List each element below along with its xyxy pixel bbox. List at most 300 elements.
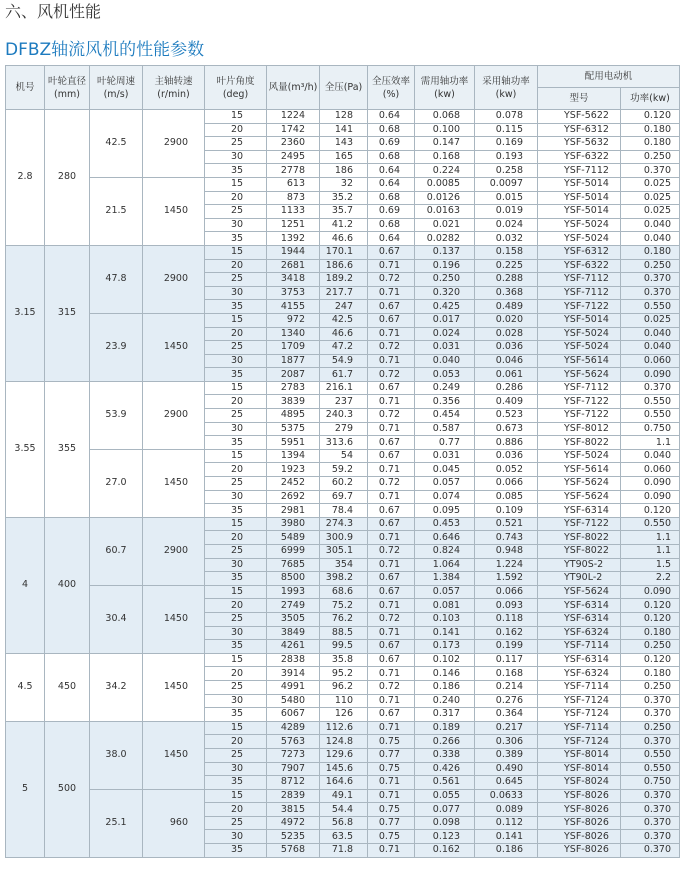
efficiency-cell: 0.71 [368, 463, 415, 477]
adopted-power-cell: 0.085 [475, 490, 538, 504]
total-pressure-cell: 237 [320, 395, 368, 409]
motor-model-cell: YSF-8022 [538, 436, 621, 450]
tip-speed-cell: 23.9 [90, 313, 143, 381]
required-power-cell: 0.587 [415, 422, 475, 436]
header-motor-power: 功率(kw) [621, 88, 680, 110]
shaft-speed-cell: 1450 [143, 585, 205, 653]
blade-angle-cell: 20 [205, 667, 267, 681]
total-pressure-cell: 143 [320, 137, 368, 151]
motor-model-cell: YSF-7114 [538, 640, 621, 654]
total-pressure-cell: 59.2 [320, 463, 368, 477]
efficiency-cell: 0.71 [368, 531, 415, 545]
table-row [6, 449, 680, 463]
air-volume-cell: 1877 [267, 354, 320, 368]
motor-power-cell: 0.370 [621, 164, 680, 178]
blade-angle-cell: 15 [205, 381, 267, 395]
motor-model-cell: YSF-8022 [538, 545, 621, 559]
motor-power-cell: 0.180 [621, 667, 680, 681]
air-volume-cell: 1394 [267, 449, 320, 463]
air-volume-cell: 1224 [267, 110, 320, 124]
motor-model-cell: YSF-6312 [538, 123, 621, 137]
required-power-cell: 0.646 [415, 531, 475, 545]
efficiency-cell: 0.71 [368, 558, 415, 572]
adopted-power-cell: 0.193 [475, 150, 538, 164]
adopted-power-cell: 0.168 [475, 667, 538, 681]
header-machine-no: 机号 [6, 66, 45, 110]
total-pressure-cell: 274.3 [320, 517, 368, 531]
motor-power-cell: 0.370 [621, 286, 680, 300]
blade-angle-cell: 20 [205, 531, 267, 545]
motor-power-cell: 0.550 [621, 762, 680, 776]
adopted-power-cell: 0.186 [475, 844, 538, 858]
required-power-cell: 0.356 [415, 395, 475, 409]
blade-angle-cell: 30 [205, 422, 267, 436]
blade-angle-cell: 25 [205, 341, 267, 355]
adopted-power-cell: 0.024 [475, 218, 538, 232]
air-volume-cell: 1709 [267, 341, 320, 355]
efficiency-cell: 0.71 [368, 395, 415, 409]
header-air-volume: 风量(m³/h) [267, 66, 320, 110]
required-power-cell: 0.102 [415, 653, 475, 667]
motor-power-cell: 0.370 [621, 803, 680, 817]
efficiency-cell: 0.67 [368, 572, 415, 586]
required-power-cell: 0.031 [415, 449, 475, 463]
shaft-speed-cell: 1450 [143, 653, 205, 721]
motor-model-cell: YSF-5632 [538, 137, 621, 151]
air-volume-cell: 4991 [267, 680, 320, 694]
blade-angle-cell: 15 [205, 313, 267, 327]
efficiency-cell: 0.71 [368, 490, 415, 504]
total-pressure-cell: 398.2 [320, 572, 368, 586]
air-volume-cell: 1133 [267, 205, 320, 219]
adopted-power-cell: 0.028 [475, 327, 538, 341]
table-row [6, 245, 680, 259]
motor-model-cell: YSF-6322 [538, 150, 621, 164]
blade-angle-cell: 15 [205, 245, 267, 259]
total-pressure-cell: 60.2 [320, 477, 368, 491]
motor-power-cell: 1.1 [621, 531, 680, 545]
efficiency-cell: 0.75 [368, 762, 415, 776]
required-power-cell: 0.098 [415, 816, 475, 830]
air-volume-cell: 3914 [267, 667, 320, 681]
adopted-power-cell: 0.225 [475, 259, 538, 273]
motor-model-cell: YSF-8026 [538, 789, 621, 803]
motor-power-cell: 0.370 [621, 816, 680, 830]
motor-power-cell: 0.040 [621, 218, 680, 232]
blade-angle-cell: 15 [205, 789, 267, 803]
motor-power-cell: 0.025 [621, 205, 680, 219]
adopted-power-cell: 0.368 [475, 286, 538, 300]
motor-model-cell: YSF-8024 [538, 776, 621, 790]
blade-angle-cell: 35 [205, 776, 267, 790]
air-volume-cell: 5951 [267, 436, 320, 450]
shaft-speed-cell: 960 [143, 789, 205, 857]
efficiency-cell: 0.67 [368, 436, 415, 450]
efficiency-cell: 0.71 [368, 626, 415, 640]
air-volume-cell: 2360 [267, 137, 320, 151]
blade-angle-cell: 25 [205, 409, 267, 423]
air-volume-cell: 3815 [267, 803, 320, 817]
efficiency-cell: 0.75 [368, 830, 415, 844]
motor-model-cell: YSF-5624 [538, 477, 621, 491]
motor-power-cell: 0.090 [621, 477, 680, 491]
motor-power-cell: 1.5 [621, 558, 680, 572]
machine-no-cell: 4 [6, 517, 45, 653]
efficiency-cell: 0.71 [368, 327, 415, 341]
motor-power-cell: 0.250 [621, 721, 680, 735]
total-pressure-cell: 88.5 [320, 626, 368, 640]
required-power-cell: 0.068 [415, 110, 475, 124]
total-pressure-cell: 96.2 [320, 680, 368, 694]
total-pressure-cell: 110 [320, 694, 368, 708]
required-power-cell: 0.561 [415, 776, 475, 790]
motor-model-cell: YSF-5014 [538, 191, 621, 205]
motor-power-cell: 0.040 [621, 327, 680, 341]
air-volume-cell: 2783 [267, 381, 320, 395]
tip-speed-cell: 60.7 [90, 517, 143, 585]
motor-power-cell: 0.120 [621, 653, 680, 667]
required-power-cell: 0.0126 [415, 191, 475, 205]
adopted-power-cell: 0.019 [475, 205, 538, 219]
efficiency-cell: 0.68 [368, 218, 415, 232]
motor-power-cell: 0.090 [621, 368, 680, 382]
motor-model-cell: YSF-6324 [538, 626, 621, 640]
total-pressure-cell: 69.7 [320, 490, 368, 504]
adopted-power-cell: 0.066 [475, 477, 538, 491]
adopted-power-cell: 0.258 [475, 164, 538, 178]
required-power-cell: 0.317 [415, 708, 475, 722]
motor-model-cell: YSF-7122 [538, 409, 621, 423]
air-volume-cell: 972 [267, 313, 320, 327]
total-pressure-cell: 240.3 [320, 409, 368, 423]
efficiency-cell: 0.75 [368, 735, 415, 749]
air-volume-cell: 5768 [267, 844, 320, 858]
motor-power-cell: 0.370 [621, 735, 680, 749]
motor-power-cell: 0.090 [621, 490, 680, 504]
motor-power-cell: 0.250 [621, 640, 680, 654]
efficiency-cell: 0.71 [368, 721, 415, 735]
efficiency-cell: 0.71 [368, 844, 415, 858]
air-volume-cell: 8500 [267, 572, 320, 586]
required-power-cell: 0.081 [415, 599, 475, 613]
motor-model-cell: YSF-8026 [538, 803, 621, 817]
adopted-power-cell: 0.276 [475, 694, 538, 708]
blade-angle-cell: 15 [205, 585, 267, 599]
adopted-power-cell: 0.036 [475, 341, 538, 355]
total-pressure-cell: 189.2 [320, 273, 368, 287]
machine-no-cell: 3.15 [6, 245, 45, 381]
header-shaft-speed: 主轴转速(r/min) [143, 66, 205, 110]
air-volume-cell: 1340 [267, 327, 320, 341]
motor-power-cell: 0.550 [621, 748, 680, 762]
blade-angle-cell: 20 [205, 259, 267, 273]
air-volume-cell: 2749 [267, 599, 320, 613]
required-power-cell: 0.240 [415, 694, 475, 708]
adopted-power-cell: 0.306 [475, 735, 538, 749]
total-pressure-cell: 54.9 [320, 354, 368, 368]
adopted-power-cell: 0.490 [475, 762, 538, 776]
motor-model-cell: YSF-5024 [538, 449, 621, 463]
air-volume-cell: 7907 [267, 762, 320, 776]
header-required-power: 需用轴功率(kw) [415, 66, 475, 110]
adopted-power-cell: 0.141 [475, 830, 538, 844]
motor-power-cell: 0.040 [621, 341, 680, 355]
motor-model-cell: YSF-5014 [538, 177, 621, 191]
blade-angle-cell: 20 [205, 395, 267, 409]
table-row [6, 110, 680, 124]
adopted-power-cell: 0.389 [475, 748, 538, 762]
required-power-cell: 0.0282 [415, 232, 475, 246]
motor-power-cell: 1.1 [621, 545, 680, 559]
total-pressure-cell: 186 [320, 164, 368, 178]
motor-model-cell: YSF-5024 [538, 232, 621, 246]
total-pressure-cell: 300.9 [320, 531, 368, 545]
adopted-power-cell: 0.521 [475, 517, 538, 531]
total-pressure-cell: 128 [320, 110, 368, 124]
blade-angle-cell: 20 [205, 123, 267, 137]
efficiency-cell: 0.67 [368, 300, 415, 314]
blade-angle-cell: 30 [205, 150, 267, 164]
header-motor-model: 型号 [538, 88, 621, 110]
table-row [6, 653, 680, 667]
motor-model-cell: YSF-8014 [538, 748, 621, 762]
blade-angle-cell: 35 [205, 368, 267, 382]
shaft-speed-cell: 1450 [143, 721, 205, 789]
blade-angle-cell: 20 [205, 735, 267, 749]
motor-power-cell: 0.180 [621, 123, 680, 137]
efficiency-cell: 0.67 [368, 504, 415, 518]
blade-angle-cell: 15 [205, 517, 267, 531]
motor-model-cell: YSF-5622 [538, 110, 621, 124]
adopted-power-cell: 1.592 [475, 572, 538, 586]
total-pressure-cell: 54 [320, 449, 368, 463]
adopted-power-cell: 0.020 [475, 313, 538, 327]
header-total-pressure: 全压(Pa) [320, 66, 368, 110]
motor-power-cell: 0.025 [621, 313, 680, 327]
required-power-cell: 0.338 [415, 748, 475, 762]
blade-angle-cell: 35 [205, 572, 267, 586]
adopted-power-cell: 0.015 [475, 191, 538, 205]
air-volume-cell: 6067 [267, 708, 320, 722]
motor-power-cell: 0.120 [621, 612, 680, 626]
total-pressure-cell: 35.8 [320, 653, 368, 667]
efficiency-cell: 0.67 [368, 449, 415, 463]
total-pressure-cell: 124.8 [320, 735, 368, 749]
motor-model-cell: YT90S-2 [538, 558, 621, 572]
efficiency-cell: 0.72 [368, 680, 415, 694]
motor-power-cell: 0.180 [621, 137, 680, 151]
blade-angle-cell: 20 [205, 803, 267, 817]
efficiency-cell: 0.72 [368, 477, 415, 491]
motor-model-cell: YSF-5614 [538, 463, 621, 477]
efficiency-cell: 0.67 [368, 640, 415, 654]
motor-model-cell: YSF-8026 [538, 844, 621, 858]
blade-angle-cell: 30 [205, 218, 267, 232]
table-row [6, 517, 680, 531]
efficiency-cell: 0.72 [368, 341, 415, 355]
air-volume-cell: 4972 [267, 816, 320, 830]
required-power-cell: 0.031 [415, 341, 475, 355]
total-pressure-cell: 354 [320, 558, 368, 572]
table-row [6, 585, 680, 599]
required-power-cell: 0.095 [415, 504, 475, 518]
required-power-cell: 0.250 [415, 273, 475, 287]
required-power-cell: 0.196 [415, 259, 475, 273]
required-power-cell: 0.186 [415, 680, 475, 694]
required-power-cell: 0.024 [415, 327, 475, 341]
motor-power-cell: 0.040 [621, 232, 680, 246]
motor-model-cell: YSF-5624 [538, 490, 621, 504]
motor-model-cell: YSF-5014 [538, 205, 621, 219]
header-efficiency: 全压效率(%) [368, 66, 415, 110]
motor-model-cell: YSF-7124 [538, 735, 621, 749]
total-pressure-cell: 95.2 [320, 667, 368, 681]
air-volume-cell: 1392 [267, 232, 320, 246]
motor-power-cell: 0.250 [621, 259, 680, 273]
efficiency-cell: 0.69 [368, 205, 415, 219]
air-volume-cell: 2495 [267, 150, 320, 164]
required-power-cell: 0.103 [415, 612, 475, 626]
header-blade-angle: 叶片角度(deg) [205, 66, 267, 110]
motor-model-cell: YSF-8026 [538, 830, 621, 844]
required-power-cell: 0.147 [415, 137, 475, 151]
blade-angle-cell: 35 [205, 708, 267, 722]
adopted-power-cell: 0.214 [475, 680, 538, 694]
air-volume-cell: 2452 [267, 477, 320, 491]
blade-angle-cell: 30 [205, 286, 267, 300]
motor-model-cell: YSF-7112 [538, 286, 621, 300]
adopted-power-cell: 0.046 [475, 354, 538, 368]
shaft-speed-cell: 1450 [143, 313, 205, 381]
adopted-power-cell: 0.364 [475, 708, 538, 722]
motor-power-cell: 0.750 [621, 776, 680, 790]
motor-power-cell: 0.060 [621, 354, 680, 368]
motor-model-cell: YSF-6322 [538, 259, 621, 273]
motor-power-cell: 0.550 [621, 517, 680, 531]
table-row [6, 381, 680, 395]
required-power-cell: 0.162 [415, 844, 475, 858]
adopted-power-cell: 0.673 [475, 422, 538, 436]
total-pressure-cell: 42.5 [320, 313, 368, 327]
required-power-cell: 0.146 [415, 667, 475, 681]
total-pressure-cell: 165 [320, 150, 368, 164]
air-volume-cell: 2778 [267, 164, 320, 178]
blade-angle-cell: 35 [205, 300, 267, 314]
adopted-power-cell: 0.409 [475, 395, 538, 409]
blade-angle-cell: 35 [205, 844, 267, 858]
blade-angle-cell: 35 [205, 504, 267, 518]
total-pressure-cell: 76.2 [320, 612, 368, 626]
efficiency-cell: 0.67 [368, 245, 415, 259]
adopted-power-cell: 0.948 [475, 545, 538, 559]
adopted-power-cell: 0.117 [475, 653, 538, 667]
adopted-power-cell: 0.093 [475, 599, 538, 613]
required-power-cell: 0.057 [415, 477, 475, 491]
impeller-diameter-cell: 280 [45, 110, 90, 246]
blade-angle-cell: 30 [205, 490, 267, 504]
motor-power-cell: 0.120 [621, 599, 680, 613]
required-power-cell: 0.189 [415, 721, 475, 735]
tip-speed-cell: 25.1 [90, 789, 143, 857]
total-pressure-cell: 170.1 [320, 245, 368, 259]
impeller-diameter-cell: 355 [45, 381, 90, 517]
motor-model-cell: YSF-5614 [538, 354, 621, 368]
blade-angle-cell: 15 [205, 177, 267, 191]
blade-angle-cell: 35 [205, 640, 267, 654]
motor-power-cell: 2.2 [621, 572, 680, 586]
total-pressure-cell: 32 [320, 177, 368, 191]
air-volume-cell: 1742 [267, 123, 320, 137]
total-pressure-cell: 63.5 [320, 830, 368, 844]
total-pressure-cell: 71.8 [320, 844, 368, 858]
motor-model-cell: YSF-5014 [538, 313, 621, 327]
required-power-cell: 1.384 [415, 572, 475, 586]
total-pressure-cell: 35.7 [320, 205, 368, 219]
motor-model-cell: YSF-6312 [538, 245, 621, 259]
air-volume-cell: 7273 [267, 748, 320, 762]
air-volume-cell: 2087 [267, 368, 320, 382]
adopted-power-cell: 0.158 [475, 245, 538, 259]
efficiency-cell: 0.72 [368, 368, 415, 382]
motor-model-cell: YSF-7122 [538, 517, 621, 531]
tip-speed-cell: 21.5 [90, 177, 143, 245]
adopted-power-cell: 0.0097 [475, 177, 538, 191]
required-power-cell: 0.077 [415, 803, 475, 817]
air-volume-cell: 6999 [267, 545, 320, 559]
efficiency-cell: 0.71 [368, 667, 415, 681]
efficiency-cell: 0.69 [368, 137, 415, 151]
shaft-speed-cell: 2900 [143, 517, 205, 585]
tip-speed-cell: 34.2 [90, 653, 143, 721]
tip-speed-cell: 30.4 [90, 585, 143, 653]
impeller-diameter-cell: 400 [45, 517, 90, 653]
required-power-cell: 0.100 [415, 123, 475, 137]
motor-model-cell: YSF-7112 [538, 164, 621, 178]
required-power-cell: 0.453 [415, 517, 475, 531]
total-pressure-cell: 54.4 [320, 803, 368, 817]
motor-model-cell: YSF-5024 [538, 341, 621, 355]
required-power-cell: 0.824 [415, 545, 475, 559]
adopted-power-cell: 0.109 [475, 504, 538, 518]
tip-speed-cell: 42.5 [90, 110, 143, 178]
efficiency-cell: 0.71 [368, 422, 415, 436]
table-header [6, 66, 680, 110]
motor-power-cell: 0.370 [621, 844, 680, 858]
machine-no-cell: 2.8 [6, 110, 45, 246]
adopted-power-cell: 0.743 [475, 531, 538, 545]
header-adopted-power: 采用轴功率(kw) [475, 66, 538, 110]
required-power-cell: 0.320 [415, 286, 475, 300]
adopted-power-cell: 0.169 [475, 137, 538, 151]
total-pressure-cell: 305.1 [320, 545, 368, 559]
efficiency-cell: 0.68 [368, 191, 415, 205]
required-power-cell: 0.074 [415, 490, 475, 504]
blade-angle-cell: 35 [205, 436, 267, 450]
blade-angle-cell: 25 [205, 137, 267, 151]
adopted-power-cell: 0.162 [475, 626, 538, 640]
blade-angle-cell: 35 [205, 232, 267, 246]
efficiency-cell: 0.67 [368, 517, 415, 531]
shaft-speed-cell: 2900 [143, 381, 205, 449]
performance-table [5, 65, 680, 858]
motor-model-cell: YSF-7124 [538, 708, 621, 722]
section-title: 六、风机性能 [5, 2, 102, 21]
air-volume-cell: 3418 [267, 273, 320, 287]
air-volume-cell: 1993 [267, 585, 320, 599]
required-power-cell: 0.045 [415, 463, 475, 477]
efficiency-cell: 0.72 [368, 545, 415, 559]
total-pressure-cell: 313.6 [320, 436, 368, 450]
